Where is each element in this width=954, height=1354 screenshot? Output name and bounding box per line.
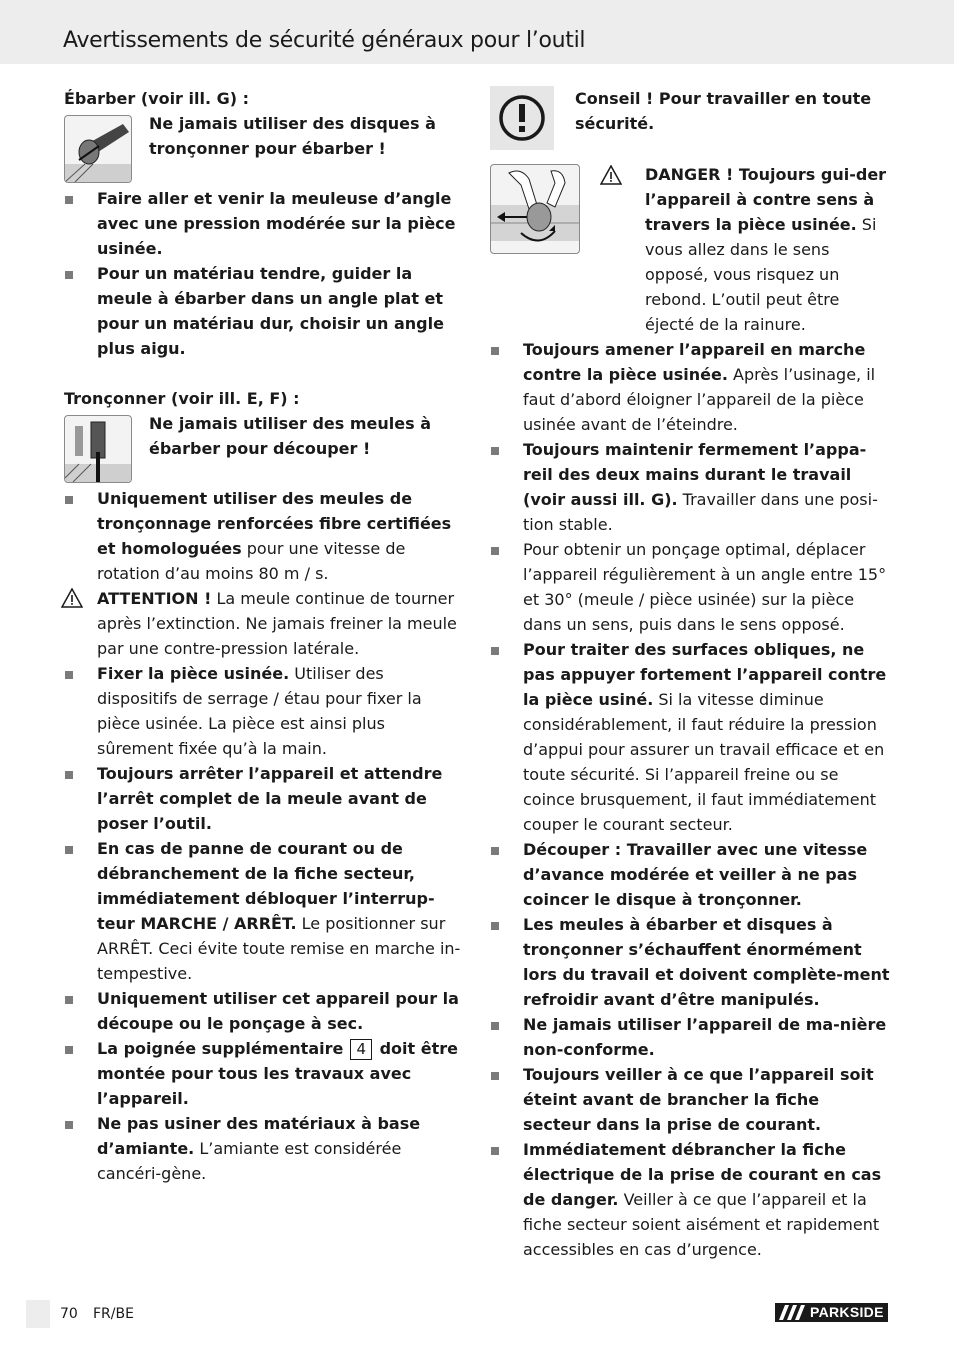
bullet-icon <box>491 922 499 930</box>
item-bold-text: La poignée supplémentaire <box>97 1039 344 1058</box>
list-item <box>64 1111 464 1186</box>
logo-stripes-icon <box>779 1305 809 1320</box>
bullet-icon <box>65 271 73 279</box>
list-item <box>490 537 890 637</box>
attention-item <box>64 586 464 661</box>
right-column <box>490 86 890 1262</box>
warning-block-ebarber <box>64 111 464 186</box>
item-bold-text: Ne jamais utiliser l’appareil de ma-nière non-conforme. <box>523 1015 887 1059</box>
list-item <box>64 836 464 986</box>
bullet-icon <box>65 771 73 779</box>
bullet-icon <box>65 846 73 854</box>
attention-text: La meule continue de tourner après l’extinction. Ne jamais freiner la meule par une contre-pression latérale. <box>97 589 457 658</box>
list-item <box>64 1036 464 1111</box>
bullet-icon <box>491 447 499 455</box>
item-bold-text: Uniquement utiliser des meules de tronçonnage renforcées fibre certifiées et homologuées <box>97 489 452 558</box>
item-bold-text: Uniquement utiliser cet appareil pour la découpe ou le ponçage à sec. <box>97 989 459 1033</box>
bullet-icon <box>65 1046 73 1054</box>
list-item <box>64 761 464 836</box>
item-bold-text: Toujours maintenir fermement l’appa-reil des deux mains durant le travail (voir aussi ill. G). <box>523 440 867 509</box>
danger-bold-text: DANGER ! Toujours gui-der l’appareil à contre sens à travers la pièce usinée. <box>645 165 887 234</box>
item-bold-text: Faire aller et venir la meuleuse d’angle avec une pression modérée sur la pièce usinée. <box>97 189 456 258</box>
bullet-icon <box>65 996 73 1004</box>
list-item <box>490 337 890 437</box>
item-text: Le positionner sur ARRÊT. Ceci évite toute remise en marche in-tempestive. <box>97 914 461 983</box>
item-text: Veiller à ce que l’appareil et la fiche secteur soient aisément et rapidement accessibles en cas d’urgence. <box>523 1190 880 1259</box>
item-text: pour une vitesse de rotation d’au moins 80 m / s. <box>97 539 406 583</box>
danger-heading <box>490 162 890 337</box>
brand-name: PARKSIDE <box>810 1304 884 1320</box>
cutting-disc-illustration-icon <box>64 415 132 483</box>
grinder-illustration-icon <box>64 115 132 183</box>
warning-block-tronconner <box>64 411 464 486</box>
list-item <box>490 437 890 537</box>
item-bold-text: Les meules à ébarber et disques à tronçonner s’échauffent énormément lors du travail et doivent complète-ment refroidir avant d’être manipulés. <box>523 915 890 1009</box>
tip-text: Conseil ! Pour travailler en toute sécurité. <box>575 89 872 133</box>
item-bold-text: Ne pas usiner des matériaux à base d’amiante. <box>97 1114 421 1158</box>
item-text: Travailler dans une posi-tion stable. <box>523 490 878 534</box>
bullet-icon <box>491 347 499 355</box>
item-bold-text: En cas de panne de courant ou de débranchement de la fiche secteur, immédiatement débloquer l’interrup-teur MARCHE / ARRÊT. <box>97 839 435 933</box>
item-text: Si la vitesse diminue considérablement, il faut réduire la pression d’appui pour assurer un travail efficace et en toute sécurité. Si l’appareil freine ou se coince brusquement, il faut immédiatement couper le courant secteur. <box>523 690 885 834</box>
item-bold-text: Fixer la pièce usinée. <box>97 664 290 683</box>
list-item <box>64 261 464 361</box>
list-item <box>490 1012 890 1062</box>
list-item <box>490 1062 890 1137</box>
left-column <box>64 86 464 1186</box>
page-title: Avertissements de sécurité généraux pour l’outil <box>63 28 586 53</box>
warning-text-ebarber: Ne jamais utiliser des disques à tronçonner pour ébarber ! <box>149 114 436 158</box>
item-bold-text: Découper : Travailler avec une vitesse d’avance modérée et veiller à ne pas coincer le disque à tronçonner. <box>523 840 868 909</box>
bullet-icon <box>491 547 499 555</box>
item-bold-text: Pour traiter des surfaces obliques, ne pas appuyer fortement l’appareil contre la pièce usiné. <box>523 640 887 709</box>
bullet-icon <box>491 647 499 655</box>
tip-block <box>490 86 890 152</box>
danger-block <box>490 162 890 337</box>
bullet-icon <box>491 847 499 855</box>
bullet-icon <box>65 196 73 204</box>
item-bold-text: Toujours amener l’appareil en marche contre la pièce usinée. <box>523 340 866 384</box>
warning-triangle-icon <box>600 165 622 185</box>
language-code: FR/BE <box>93 1306 134 1322</box>
page-number: 70 <box>60 1306 78 1322</box>
bullet-icon <box>491 1072 499 1080</box>
list-item <box>64 986 464 1036</box>
list-item <box>490 637 890 837</box>
section-heading-ebarber: Ébarber (voir ill. G) : <box>64 89 250 108</box>
bullet-icon <box>491 1022 499 1030</box>
warning-text-tronconner: Ne jamais utiliser des meules à ébarber pour découper ! <box>149 414 432 458</box>
footer-marker <box>26 1300 50 1328</box>
bullet-icon <box>491 1147 499 1155</box>
list-item <box>490 1137 890 1262</box>
item-text: Pour obtenir un ponçage optimal, déplacer l’appareil régulièrement à un angle entre 15° et 30° (meule / pièce usinée) sur la pièce dans un sens, puis dans le sens opposé. <box>523 540 887 634</box>
list-item <box>64 661 464 761</box>
bullet-icon <box>65 671 73 679</box>
item-bold-text: Toujours veiller à ce que l’appareil soit éteint avant de brancher la fiche secteur dans la prise de courant. <box>523 1065 874 1134</box>
item-text: L’amiante est considérée cancéri-gène. <box>97 1139 402 1183</box>
bullet-icon <box>65 1121 73 1129</box>
list-item <box>64 486 464 586</box>
list-item <box>64 186 464 261</box>
item-text: Utiliser des dispositifs de serrage / étau pour fixer la pièce usinée. La pièce est ainsi plus sûrement fixée qu’à la main. <box>97 664 422 758</box>
part-number-badge: 4 <box>350 1039 372 1060</box>
brand-logo <box>775 1303 888 1322</box>
exclamation-icon <box>490 86 554 150</box>
page-header <box>0 0 954 64</box>
item-bold-text: Pour un matériau tendre, guider la meule à ébarber dans un angle plat et pour un matériau dur, choisir un angle plus aigu. <box>97 264 444 358</box>
bullet-icon <box>65 496 73 504</box>
item-text: Après l’usinage, il faut d’abord éloigner l’appareil de la pièce usinée avant de l’éteindre. <box>523 365 876 434</box>
item-bold-text: Immédiatement débrancher la fiche électrique de la prise de courant en cas de danger. <box>523 1140 882 1209</box>
section-heading-tronconner: Tronçonner (voir ill. E, F) : <box>64 389 300 408</box>
list-item <box>490 912 890 1012</box>
item-bold-text: Toujours arrêter l’appareil et attendre l’arrêt complet de la meule avant de poser l’outil. <box>97 764 443 833</box>
list-item <box>490 837 890 912</box>
attention-label: ATTENTION ! <box>97 589 212 608</box>
danger-text: Si vous allez dans le sens opposé, vous risquez un rebond. L’outil peut être éjecté de la rainure. <box>645 215 877 334</box>
item-bold-text: doit être montée pour tous les travaux avec l’appareil. <box>97 1039 458 1108</box>
warning-triangle-icon <box>61 588 83 608</box>
